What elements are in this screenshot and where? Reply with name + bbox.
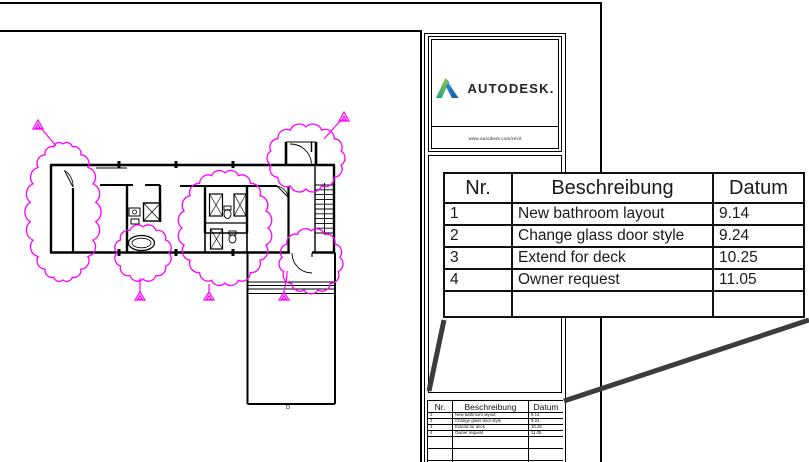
cell-datum: 11.05 <box>713 269 804 291</box>
callout-leaders <box>429 320 809 401</box>
floor-plan <box>50 142 335 411</box>
callout-leader-left <box>429 320 444 391</box>
table-row <box>444 225 804 247</box>
revision-table-callout[interactable] <box>443 172 803 318</box>
titleblock-website: www.autodesk.com/revit <box>468 136 522 141</box>
cell-datum: 9.24 <box>529 419 564 425</box>
cell-beschreibung: New bathroom layout <box>512 203 713 225</box>
autodesk-wordmark: AUTODESK. <box>467 80 555 96</box>
table-row-empty <box>428 449 564 461</box>
cell-nr: 3 <box>444 247 512 269</box>
cell-datum: 9.14 <box>529 413 564 419</box>
callout-header-beschreibung: Beschreibung <box>512 173 713 203</box>
cell-datum: 11.05 <box>529 431 564 437</box>
revision-cloud <box>267 124 345 192</box>
cell-datum: 10.25 <box>529 425 564 431</box>
table-row <box>444 247 804 269</box>
cell-nr: 1 <box>444 203 512 225</box>
table-row-empty <box>444 291 804 317</box>
cell-datum: 9.14 <box>713 203 804 225</box>
revision-cloud <box>178 171 271 286</box>
revision-tag-triangle <box>33 120 56 146</box>
cell-beschreibung: Extend for deck <box>453 425 529 431</box>
revision-table[interactable] <box>427 400 563 462</box>
revision-tag-triangle <box>324 112 349 139</box>
cell-beschreibung: Extend for deck <box>512 247 713 269</box>
table-row <box>444 269 804 291</box>
table-row-empty <box>428 437 564 449</box>
cell-datum: 10.25 <box>713 247 804 269</box>
revision-tag-triangle <box>204 284 214 300</box>
table-row <box>444 203 804 225</box>
cell-datum: 9.24 <box>713 225 804 247</box>
callout-header-nr: Nr. <box>444 173 512 203</box>
callout-header-datum: Datum <box>713 173 804 203</box>
cell-beschreibung: Change glass door style <box>453 419 529 425</box>
deck-marker: D <box>286 405 290 411</box>
cell-beschreibung: Owner request <box>512 269 713 291</box>
empty-cell <box>713 291 804 317</box>
cell-nr: 1 <box>428 413 453 419</box>
revision-tag-leader <box>41 128 56 146</box>
cell-beschreibung: New bathroom layout <box>453 413 529 419</box>
cell-nr: 3 <box>428 425 453 431</box>
callout-leader-right <box>564 320 809 401</box>
cell-beschreibung: Owner request <box>453 431 529 437</box>
empty-cell <box>444 291 512 317</box>
small-header-beschreibung: Beschreibung <box>453 401 529 413</box>
small-header-nr: Nr. <box>428 401 453 413</box>
empty-cell <box>512 291 713 317</box>
cell-nr: 2 <box>428 419 453 425</box>
revision-cloud <box>25 143 101 282</box>
cell-nr: 2 <box>444 225 512 247</box>
cell-nr: 4 <box>428 431 453 437</box>
cell-nr: 4 <box>444 269 512 291</box>
cell-beschreibung: Change glass door style <box>512 225 713 247</box>
small-header-datum: Datum <box>529 401 564 413</box>
